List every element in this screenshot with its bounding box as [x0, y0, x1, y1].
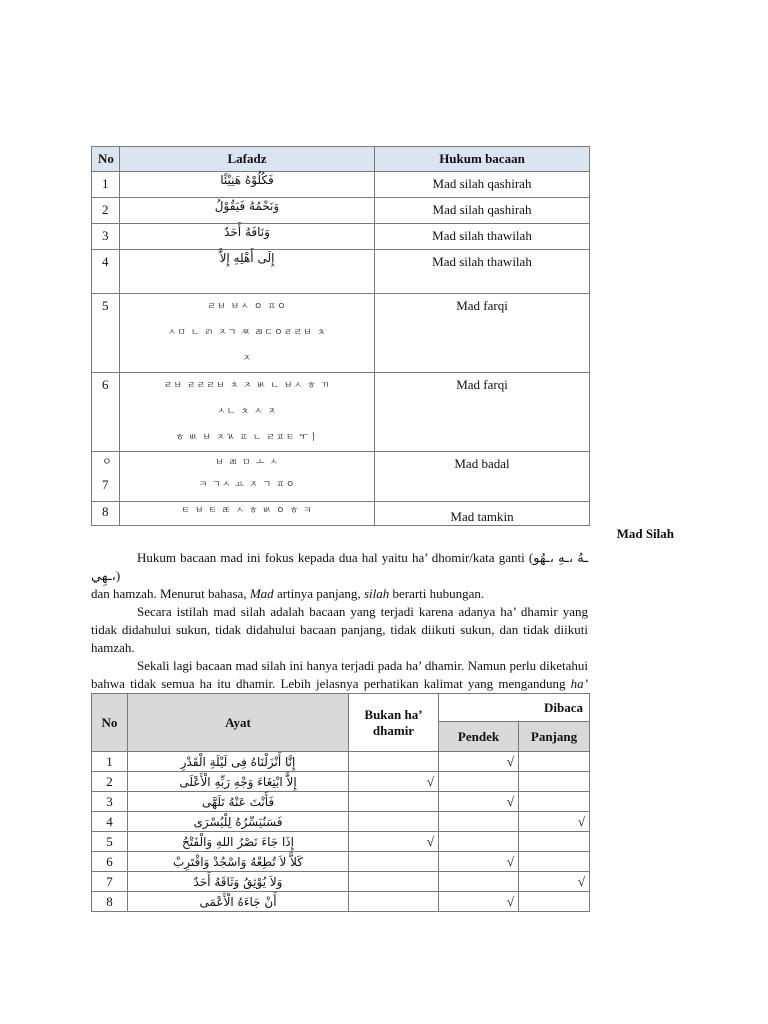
row-hukum: Mad badal [375, 452, 590, 502]
garbled-text-line: ㄹㅂ ㅂㅅ ㅇ ㅍㅇ [207, 302, 287, 312]
row-lafadz [120, 172, 375, 198]
row-pendek: √ [439, 852, 519, 872]
table-header-row [92, 694, 590, 722]
lafadz-table [91, 146, 590, 526]
paragraph-2: Secara istilah mad silah adalah bacaan yang terjadi karena adanya ha’ dhamir yang tidak didahului sukun, tidak didahului bacaan panjang, tidak diikuti sukun, dan tidak diikuti hamzah. [91, 604, 588, 655]
garbled-text-line: ㅅㅁ ㄴ ㄺ ㅈㄱ ㅉ ㄻㄷㅇㄹㄹㅂ ㅊ [167, 328, 327, 338]
text-span: Sekali lagi bacaan mad silah ini hanya terjadi pada ha’ dhamir. Namun perlu diketahui bahwa tidak semua ha itu dhamir. Lebih jelasnya perhatikan kalimat yang mengandung [91, 658, 588, 691]
row-pendek: √ [439, 792, 519, 812]
arabic-text: إِذَا جَاءَ نَصْرُ اللهِ وَالْفَتْحُ [182, 834, 294, 849]
row-bukan [349, 752, 439, 772]
row-no: 2 [92, 198, 120, 224]
row-panjang: √ [519, 872, 590, 892]
col-header-pendek: Pendek [439, 722, 519, 752]
col-header-dibaca: Dibaca [439, 694, 590, 722]
row-hukum: Mad farqi [375, 373, 590, 452]
arabic-text: إِلاَّ ابْتِغَاءَ وَجْهِ رَبِّهِ الْأَعْلَى [179, 774, 297, 789]
col-header-no: No [92, 694, 128, 752]
table-row [92, 250, 590, 294]
row-bukan [349, 872, 439, 892]
row-panjang [519, 892, 590, 912]
row-no: 6 [92, 373, 120, 452]
row-no-value: 7 [102, 477, 109, 492]
table-row [92, 852, 590, 872]
row-no: 3 [92, 224, 120, 250]
garbled-text-line: ㅎ ㅄ ㅂ ㅈㄳ ㅍ ㄴ ㄹㅍㅌ ㅜㅣ [175, 433, 319, 443]
row-ayat [128, 872, 349, 892]
garbled-text-line: ㅂ ㄻ ㅁ ㅗ ㅅ [215, 458, 279, 468]
row-lafadz [120, 224, 375, 250]
table-row [92, 752, 590, 772]
row-pendek: √ [439, 752, 519, 772]
row-panjang [519, 792, 590, 812]
col-header-hukum: Hukum bacaan [375, 147, 590, 172]
row-ayat [128, 892, 349, 912]
row-lafadz [120, 373, 375, 452]
garbled-text-line: ㅅㄴ ㅊ ㅅ ㅈ [216, 407, 278, 417]
garbled-text-line: ㅌ ㅂ ㅌ ㄾ ㅅ ㅎ ㅄ ㅇ ㅎ ㅋ [181, 506, 313, 516]
row-panjang [519, 852, 590, 872]
row-hukum: Mad farqi [375, 294, 590, 373]
row-bukan [349, 852, 439, 872]
row-no: 5 [92, 832, 128, 852]
row-no: 3 [92, 792, 128, 812]
table-row [92, 294, 590, 373]
garbled-text-line: ㄹㅂ ㄹㄹㄹㅂ ㅊ ㅈ ㅄ ㄴ ㅂㅅ ㅎ ㄲ [163, 381, 331, 391]
row-bukan: √ [349, 772, 439, 792]
arabic-text: أَنْ جَاءَهُ الْأَعْمَى [199, 894, 277, 909]
arabic-text: كَلاَّ لاَ تُطِعْهُ وَاسْجُدْ وَاقْتَرِبْ [172, 854, 303, 869]
italic-term: silah [363, 586, 390, 601]
row-panjang [519, 772, 590, 792]
row-pendek [439, 812, 519, 832]
table-row [92, 198, 590, 224]
arabic-text: إِنَّا أَنْزَلْنَاهُ فِى لَيْلَةِ الْقَدْرِ [180, 754, 296, 769]
table-row [92, 502, 590, 526]
row-hukum: Mad silah thawilah [375, 250, 590, 294]
paragraph-1 [91, 549, 588, 585]
table-row [92, 224, 590, 250]
row-ayat [128, 792, 349, 812]
row-panjang: √ [519, 812, 590, 832]
row-no: 1 [92, 172, 120, 198]
row-bukan [349, 812, 439, 832]
arabic-text: فَكُلُوْهُ هَنِيْئًا [220, 173, 274, 187]
table-row [92, 832, 590, 852]
col-header-no: No [92, 147, 120, 172]
table-row [92, 373, 590, 452]
row-panjang [519, 752, 590, 772]
table-row [92, 452, 590, 502]
row-no [92, 452, 120, 502]
row-lafadz [120, 502, 375, 526]
row-no: 2 [92, 772, 128, 792]
ayat-table [91, 693, 590, 912]
row-bukan: √ [349, 832, 439, 852]
row-pendek [439, 772, 519, 792]
row-hukum: Mad silah qashirah [375, 172, 590, 198]
row-no: 8 [92, 502, 120, 526]
table-row [92, 772, 590, 792]
row-bukan [349, 792, 439, 812]
arabic-text: فَأَنْتَ عَنْهُ تَلَهَّى [201, 794, 275, 809]
row-no: 5 [92, 294, 120, 373]
row-hukum: Mad tamkin [375, 502, 590, 526]
table-row [92, 812, 590, 832]
row-hukum: Mad silah thawilah [375, 224, 590, 250]
row-ayat [128, 772, 349, 792]
section-heading: Mad Silah [616, 526, 674, 541]
paragraph-1-text: Hukum bacaan mad ini fokus kepada dua hal yaitu ha’ dhomir/kata ganti (ـهُ ،ـهِ ،ـهُو ،ـهِي) [91, 550, 589, 583]
col-header-bukan: Bukan ha’ dhamir [349, 694, 439, 752]
row-no: 7 [92, 872, 128, 892]
table-row [92, 172, 590, 198]
row-ayat [128, 752, 349, 772]
text-span: dan hamzah. Menurut bahasa, [91, 586, 250, 601]
row-no: 4 [92, 250, 120, 294]
col-header-panjang: Panjang [519, 722, 590, 752]
row-lafadz [120, 452, 375, 502]
arabic-text: فَسَنُيَسِّرُهُ لِلْيُسْرَى [193, 814, 283, 829]
table-header-row [92, 147, 590, 172]
garbled-text-line: ㅋ ㄱㅅ ㅛ ㅈ ㄱ ㅍㅇ [198, 480, 296, 490]
text-span: artinya panjang, [273, 586, 364, 601]
row-no: 1 [92, 752, 128, 772]
arabic-text: إِلَى أَهْلِهِ إِلاَّ [219, 251, 275, 265]
table-row [92, 892, 590, 912]
row-no-mark: ㅇ [102, 457, 112, 468]
arabic-text: وَلاَ يُوْثِقُ وَثَاقَهُ أَحَدٌ [193, 874, 283, 889]
row-hukum: Mad silah qashirah [375, 198, 590, 224]
row-ayat [128, 812, 349, 832]
table-row [92, 792, 590, 812]
row-panjang [519, 832, 590, 852]
arabic-text: وَنَافَهُ أَحَدٌ [224, 225, 270, 239]
italic-term: ha’ [570, 676, 588, 691]
row-no: 4 [92, 812, 128, 832]
row-ayat [128, 852, 349, 872]
body-paragraphs [91, 549, 588, 711]
row-lafadz [120, 250, 375, 294]
table-row [92, 872, 590, 892]
italic-term: Mad [249, 586, 274, 601]
arabic-text: وَنَحْمُهُ فَيَقُوْلُ [214, 199, 280, 213]
row-pendek: √ [439, 892, 519, 912]
text-span: berarti hubungan. [389, 586, 485, 601]
paragraph-1-cont [91, 585, 588, 603]
col-header-lafadz: Lafadz [120, 147, 375, 172]
row-pendek [439, 832, 519, 852]
row-no: 8 [92, 892, 128, 912]
row-ayat [128, 832, 349, 852]
row-lafadz [120, 198, 375, 224]
row-no: 6 [92, 852, 128, 872]
garbled-text-line: ㅈ [242, 354, 252, 364]
row-pendek [439, 872, 519, 892]
row-lafadz [120, 294, 375, 373]
row-bukan [349, 892, 439, 912]
col-header-ayat: Ayat [128, 694, 349, 752]
